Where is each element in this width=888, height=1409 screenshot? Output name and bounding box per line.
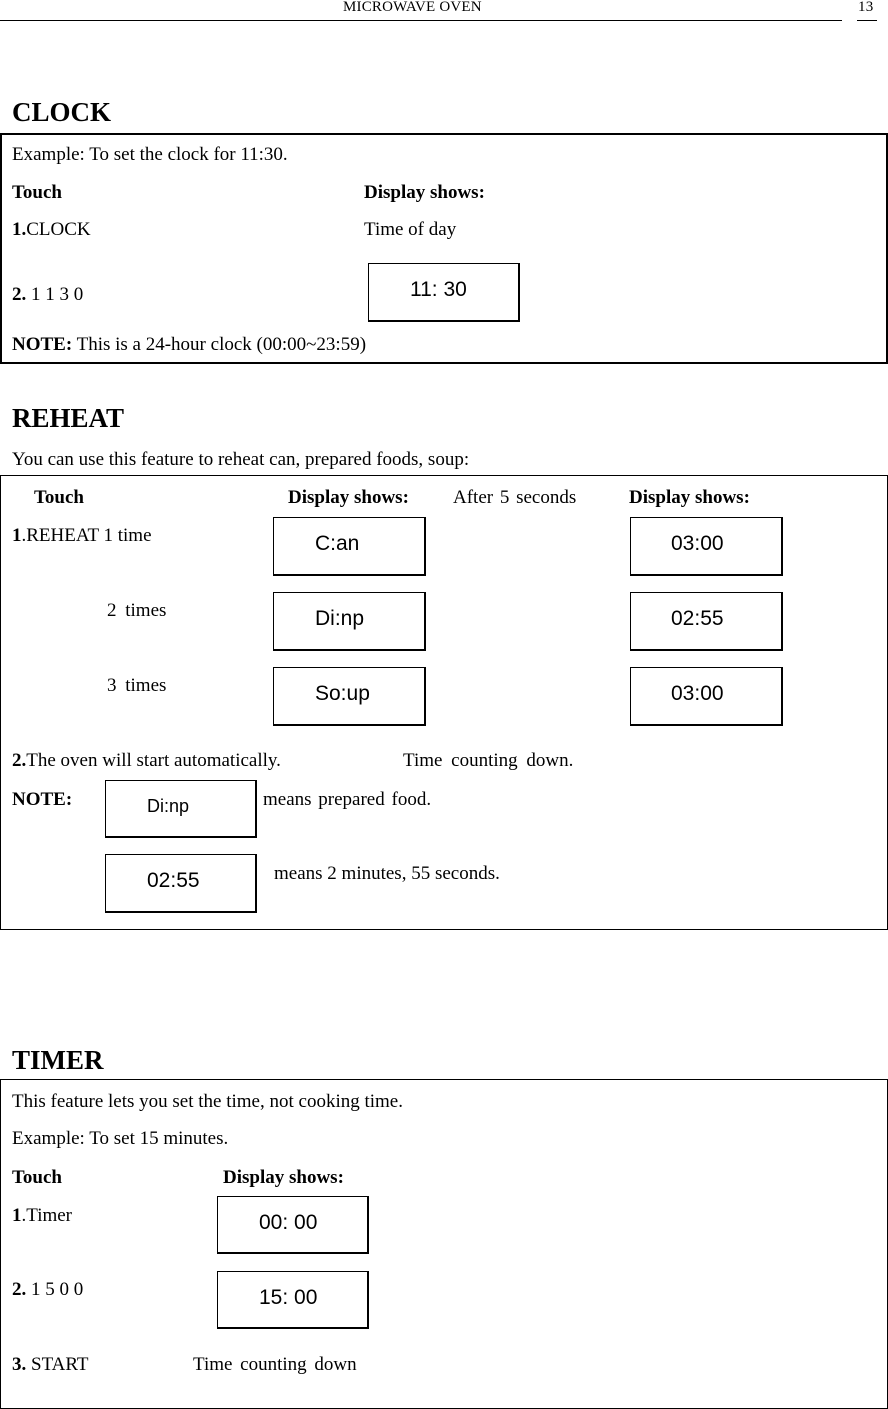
reheat-row3-text: 3 times (107, 675, 167, 696)
timer-intro: This feature lets you set the time, not cooking time. (12, 1091, 403, 1112)
clock-step2 (12, 284, 83, 306)
clock-example: Example: To set the clock for 11:30. (12, 144, 288, 165)
reheat-row2-display: Di:np (315, 607, 365, 630)
reheat-row2-display-box (273, 592, 426, 651)
timer-example: Example: To set 15 minutes. (12, 1128, 229, 1149)
timer-section-title: TIMER (12, 1045, 104, 1075)
timer-step2 (12, 1279, 83, 1301)
step-number: 2. (12, 750, 27, 771)
reheat-row3-display: So:up (315, 682, 370, 705)
reheat-row2-text: 2 times (107, 600, 167, 621)
timer-step3-display: Time counting down (193, 1354, 357, 1375)
clock-section-title: CLOCK (12, 97, 112, 127)
reheat-row1-display2: 03:00 (671, 532, 724, 555)
reheat-note-label: NOTE: (12, 789, 73, 810)
reheat-step2 (12, 750, 281, 772)
step-text: .REHEAT 1 time (21, 525, 152, 546)
step-text: The oven will start automatically. (26, 750, 281, 771)
clock-col-display: Display shows: (364, 182, 485, 203)
clock-col-touch: Touch (12, 182, 62, 203)
header-rule (0, 20, 842, 21)
clock-step1 (12, 219, 91, 241)
reheat-note2-display-box (105, 854, 257, 913)
reheat-row3-display-box (273, 667, 426, 726)
step-text: .Timer (21, 1205, 73, 1226)
note-label: NOTE: (12, 334, 73, 355)
step-number: 1 (12, 1205, 22, 1226)
page-number: 13 (858, 0, 874, 15)
timer-step1-display: 00: 00 (259, 1211, 318, 1234)
reheat-note1-display-box (105, 780, 257, 838)
timer-step1-display-box (217, 1196, 369, 1254)
timer-col-display: Display shows: (223, 1167, 344, 1188)
note-text: This is a 24-hour clock (00:00~23:59) (72, 334, 367, 355)
timer-step2-display-box (217, 1271, 369, 1329)
timer-col-touch: Touch (12, 1167, 62, 1188)
reheat-col-display: Display shows: (288, 487, 409, 508)
timer-step1 (12, 1205, 72, 1227)
clock-step1-display: Time of day (364, 219, 457, 240)
reheat-row2-display2: 02:55 (671, 607, 724, 630)
reheat-col-touch: Touch (34, 487, 84, 508)
reheat-intro: You can use this feature to reheat can, prepared foods, soup: (12, 449, 470, 470)
reheat-row2-display2-box (630, 592, 783, 651)
reheat-section-title: REHEAT (12, 403, 125, 433)
reheat-note1-text: means prepared food. (263, 789, 432, 810)
step-number: 3. (12, 1354, 27, 1375)
reheat-note1-display: Di:np (147, 796, 190, 816)
reheat-note2-text: means 2 minutes, 55 seconds. (274, 863, 500, 884)
clock-display-box (368, 263, 520, 322)
timer-step3 (12, 1354, 89, 1376)
header-title: MICROWAVE OVEN (343, 0, 482, 15)
step-text: 1 5 0 0 (26, 1279, 84, 1300)
step-text: START (26, 1354, 89, 1375)
reheat-row1-display2-box (630, 517, 783, 576)
clock-display-value: 11: 30 (410, 278, 467, 301)
clock-box (0, 133, 888, 364)
reheat-col-after: After 5 seconds (453, 487, 577, 508)
step-number: 1. (12, 219, 27, 240)
page-number-rule (857, 20, 877, 21)
step-number: 1 (12, 525, 22, 546)
reheat-row3-display2: 03:00 (671, 682, 724, 705)
step-number: 2. (12, 284, 27, 305)
reheat-col-display2: Display shows: (629, 487, 750, 508)
step-number: 2. (12, 1279, 27, 1300)
timer-step2-display: 15: 00 (259, 1286, 318, 1309)
clock-note (12, 334, 366, 356)
reheat-row1-display-box (273, 517, 426, 576)
step-text: CLOCK (26, 219, 91, 240)
reheat-row1 (12, 525, 152, 547)
reheat-note2-display: 02:55 (147, 869, 200, 892)
reheat-step2-display: Time counting down. (403, 750, 574, 771)
reheat-row1-display: C:an (315, 532, 360, 555)
reheat-row3-display2-box (630, 667, 783, 726)
step-text: 1 1 3 0 (26, 284, 84, 305)
